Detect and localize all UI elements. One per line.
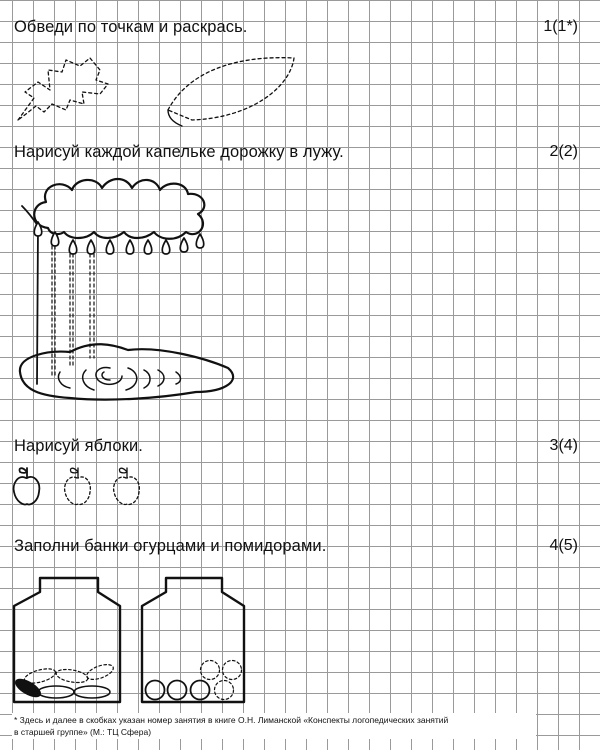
footnote: [12, 713, 536, 739]
raindrop-icon: [87, 240, 95, 254]
dotted-apple-icon: [114, 468, 140, 505]
task-4-instruction: Заполни банки огурцами и помидорами.: [14, 537, 327, 555]
dashed-rain-paths: [52, 246, 94, 378]
dotted-oak-leaf-icon: [18, 58, 108, 120]
raindrop-icon: [144, 240, 152, 254]
jar-right-tomatoes: [146, 661, 242, 700]
raindrop-icon: [126, 240, 134, 254]
task-3-instruction: Нарисуй яблоки.: [14, 437, 143, 455]
dotted-leaf-icon: [168, 58, 294, 120]
task-1-number: 1(1*): [543, 18, 578, 35]
raindrop-icon: [180, 238, 188, 252]
solid-apple-icon: [14, 468, 40, 505]
footnote-line-1: * Здесь и далее в скобках указан номер занятия в книге О.Н. Лиманской «Конспекты логопедических занятий: [14, 715, 449, 725]
footnote-line-2: в старшей группе» (М.: ТЦ Сфера): [14, 727, 152, 737]
raindrop-icon: [69, 240, 77, 254]
task-4-number: 4(5): [549, 537, 578, 554]
raindrop-icon: [34, 222, 42, 236]
puddle-ripples: [58, 368, 180, 390]
raindrop-icon: [162, 240, 170, 254]
task-2-instruction: Нарисуй каждой капельке дорожку в лужу.: [14, 143, 344, 161]
task-2-number: 2(2): [549, 143, 578, 160]
task-3-number: 3(4): [549, 437, 578, 454]
task-1-instruction: Обведи по точкам и раскрась.: [14, 18, 248, 36]
dotted-apple-icon: [65, 468, 91, 505]
raindrop-icon: [106, 240, 114, 254]
rain-cloud-icon: [34, 179, 204, 239]
raindrop-icon: [196, 234, 204, 248]
jar-left-cucumbers: [13, 662, 115, 701]
